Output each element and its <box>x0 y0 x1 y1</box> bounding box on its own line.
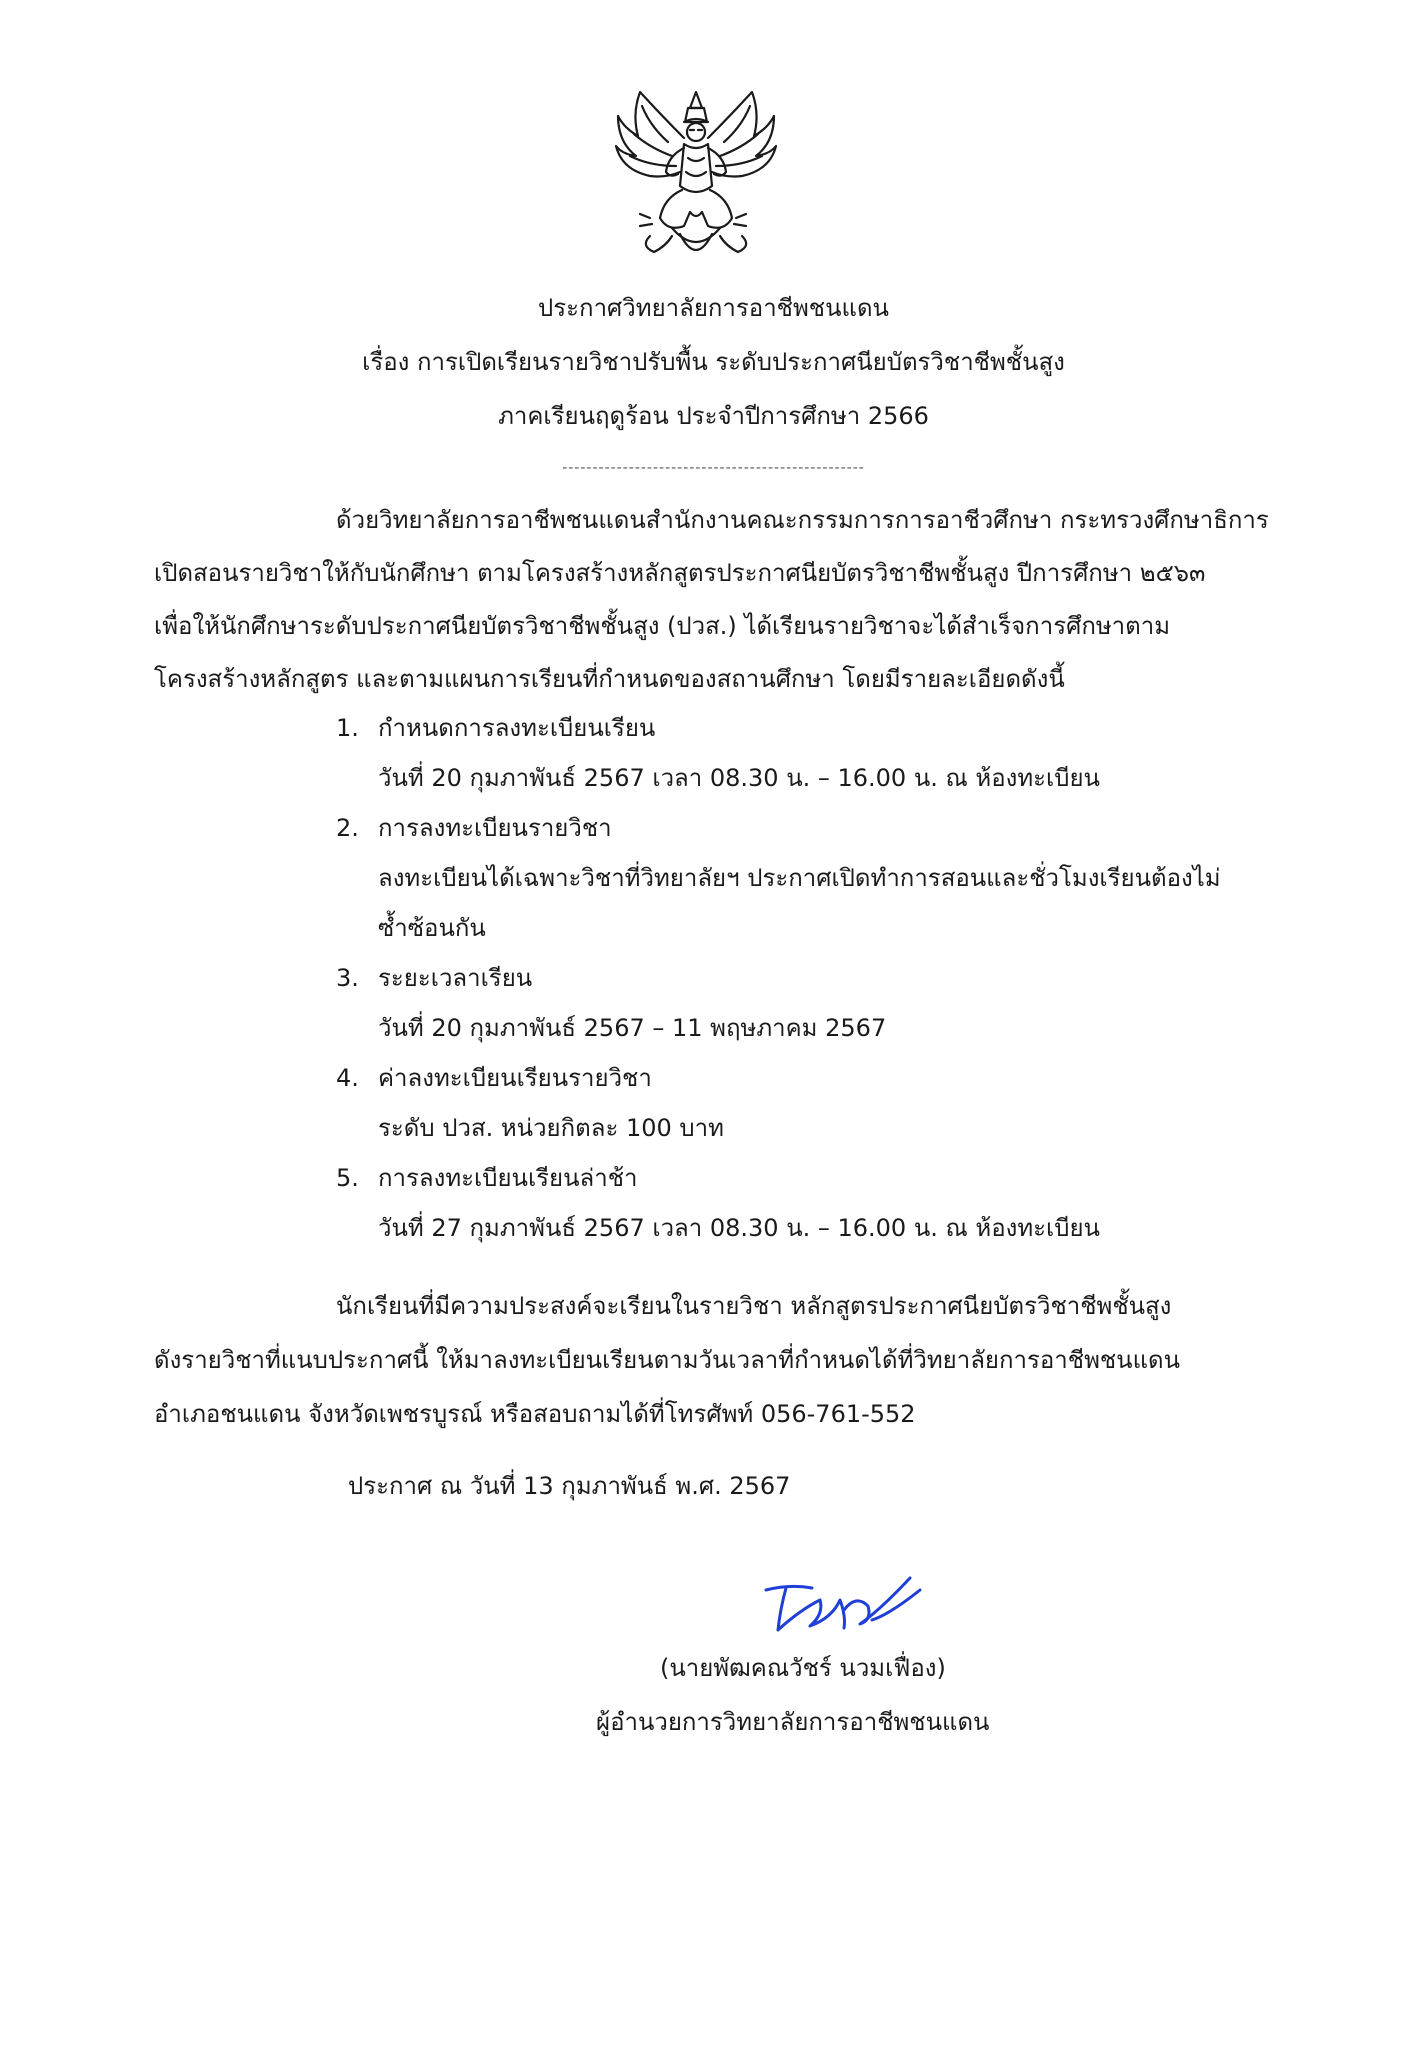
announcement-term: ภาคเรียนฤดูร้อน ประจำปีการศึกษา 2566 <box>498 402 929 430</box>
list-item-title: 3. ระยะเวลาเรียน <box>336 964 533 992</box>
list-item-detail: ซ้ำซ้อนกัน <box>378 914 486 942</box>
signatory-name: (นายพัฒคณวัชร์ นวมเฟื่อง) <box>660 1654 946 1682</box>
signature-icon <box>760 1570 930 1650</box>
list-item-title: 4. ค่าลงทะเบียนเรียนรายวิชา <box>336 1064 652 1092</box>
signatory-position: ผู้อำนวยการวิทยาลัยการอาชีพชนแดน <box>596 1708 990 1736</box>
intro-line: โครงสร้างหลักสูตร และตามแผนการเรียนที่กำหนดของสถานศึกษา โดยมีรายละเอียดดังนี้ <box>154 665 1065 693</box>
list-item-detail: วันที่ 20 กุมภาพันธ์ 2567 เวลา 08.30 น. – 16.00 น. ณ ห้องทะเบียน <box>378 764 1100 792</box>
announcement-subject: เรื่อง การเปิดเรียนรายวิชาปรับพื้น ระดับประกาศนียบัตรวิชาชีพชั้นสูง <box>362 348 1065 376</box>
closing-line: อำเภอชนแดน จังหวัดเพชรบูรณ์ หรือสอบถามได้ที่โทรศัพท์ 056-761-552 <box>154 1400 916 1428</box>
intro-line: ด้วยวิทยาลัยการอาชีพชนแดนสำนักงานคณะกรรมการการอาชีวศึกษา กระทรวงศึกษาธิการ <box>336 506 1269 534</box>
list-item-detail: ระดับ ปวส. หน่วยกิตละ 100 บาท <box>378 1114 724 1142</box>
list-item-title: 2. การลงทะเบียนรายวิชา <box>336 814 612 842</box>
list-item-detail: ลงทะเบียนได้เฉพาะวิชาที่วิทยาลัยฯ ประกาศเปิดทำการสอนและชั่วโมงเรียนต้องไม่ <box>378 864 1221 892</box>
closing-line: นักเรียนที่มีความประสงค์จะเรียนในรายวิชา หลักสูตรประกาศนียบัตรวิชาชีพชั้นสูง <box>336 1292 1172 1320</box>
header-separator: -------------------------------------------------- <box>562 460 865 476</box>
closing-line: ดังรายวิชาที่แนบประกาศนี้ ให้มาลงทะเบียนเรียนตามวันเวลาที่กำหนดได้ที่วิทยาลัยการอาชีพชนแดน <box>154 1346 1181 1374</box>
list-item-title: 5. การลงทะเบียนเรียนล่าช้า <box>336 1164 638 1192</box>
intro-line: เปิดสอนรายวิชาให้กับนักศึกษา ตามโครงสร้างหลักสูตรประกาศนียบัตรวิชาชีพชั้นสูง ปีการศึกษา ๒๕๖๓ <box>154 559 1206 587</box>
garuda-emblem-icon <box>610 86 782 270</box>
list-item-title: 1. กำหนดการลงทะเบียนเรียน <box>336 714 656 742</box>
intro-line: เพื่อให้นักศึกษาระดับประกาศนียบัตรวิชาชีพชั้นสูง (ปวส.) ได้เรียนรายวิชาจะได้สำเร็จการศึกษาตาม <box>154 612 1171 640</box>
announce-date: ประกาศ ณ วันที่ 13 กุมภาพันธ์ พ.ศ. 2567 <box>348 1472 791 1500</box>
list-item-detail: วันที่ 27 กุมภาพันธ์ 2567 เวลา 08.30 น. – 16.00 น. ณ ห้องทะเบียน <box>378 1214 1100 1242</box>
announcement-title: ประกาศวิทยาลัยการอาชีพชนแดน <box>538 294 889 322</box>
list-item-detail: วันที่ 20 กุมภาพันธ์ 2567 – 11 พฤษภาคม 2567 <box>378 1014 887 1042</box>
